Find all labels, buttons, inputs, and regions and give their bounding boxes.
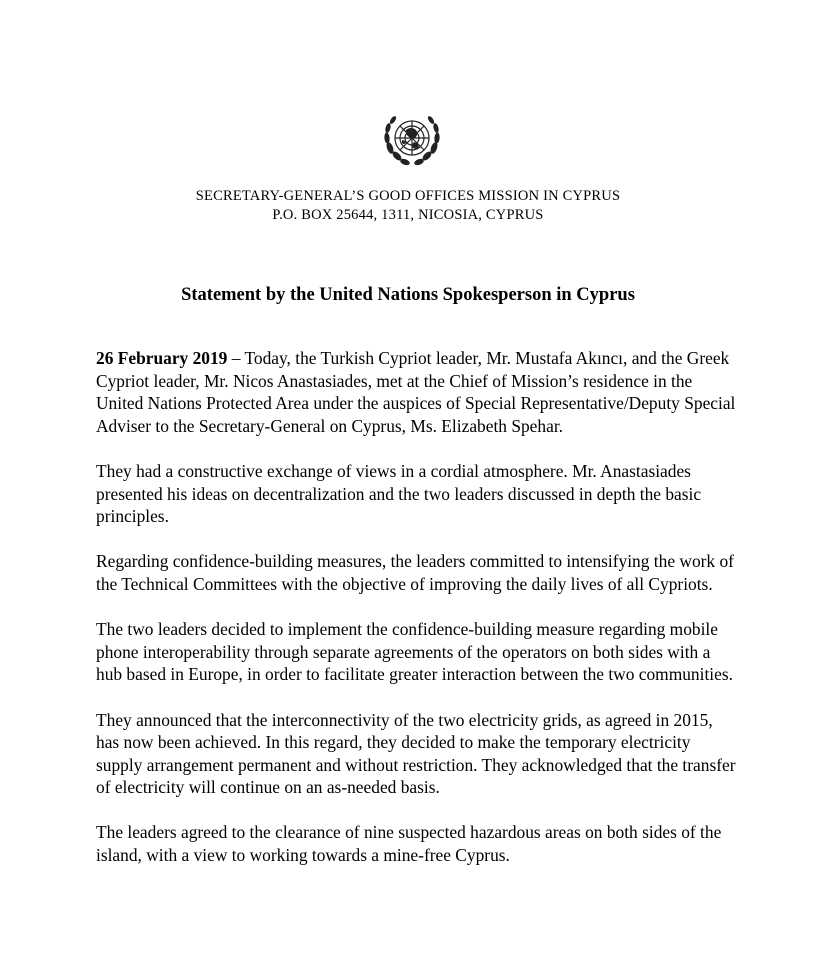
statement-date: 26 February 2019 [96,348,228,368]
paragraph-2: They had a constructive exchange of views in a cordial atmosphere. Mr. Anastasiades presented his ideas on decentralization and the two leaders discussed in depth the basic principles. [96,460,702,527]
paragraph-1 [96,347,736,437]
paragraph-4: The two leaders decided to implement the confidence-building measure regarding mobile phone interoperability through separate agreements of the operators on both sides with a hub based in Europe, in order to facilitate greater interaction between the two communities. [96,619,733,685]
paragraph-5: They announced that the interconnectivity of the two electricity grids, as agreed in 2015, has now been achieved. In this regard, they decided to make the temporary electricity supply arrangement permanent and without restriction. They acknowledged that the transfer of electricity will continue on an as-needed basis. [96,709,736,798]
mission-name: SECRETARY-GENERAL’S GOOD OFFICES MISSION IN CYPRUS [195,188,621,204]
paragraph-1-text: – Today, the Turkish Cypriot leader, Mr. Mustafa Akıncı, and the Greek Cypriot leader, Mr. Nicos Anastasiades, met at the Chief of Mission’s residence in the United Nations Protected Area under the auspices of Special Representative/Deputy Special Adviser to the Secretary-General on Cyprus, Ms. Elizabeth Spehar. [96,348,736,436]
mission-header [0,187,816,225]
statement-body [96,347,736,889]
mission-address: P.O. BOX 25644, 1311, NICOSIA, CYPRUS [272,207,544,223]
un-emblem-icon [381,112,443,168]
laurel-right [413,115,440,166]
paragraph-3: Regarding confidence-building measures, the leaders committed to intensifying the work of the Technical Committees with the objective of improving the daily lives of all Cypriots. [96,551,734,594]
laurel-left [384,115,411,166]
page-title: Statement by the United Nations Spokesperson in Cyprus [181,285,635,305]
paragraph-6: The leaders agreed to the clearance of nine suspected hazardous areas on both sides of the island, with a view to working towards a mine-free Cyprus. [96,822,722,866]
